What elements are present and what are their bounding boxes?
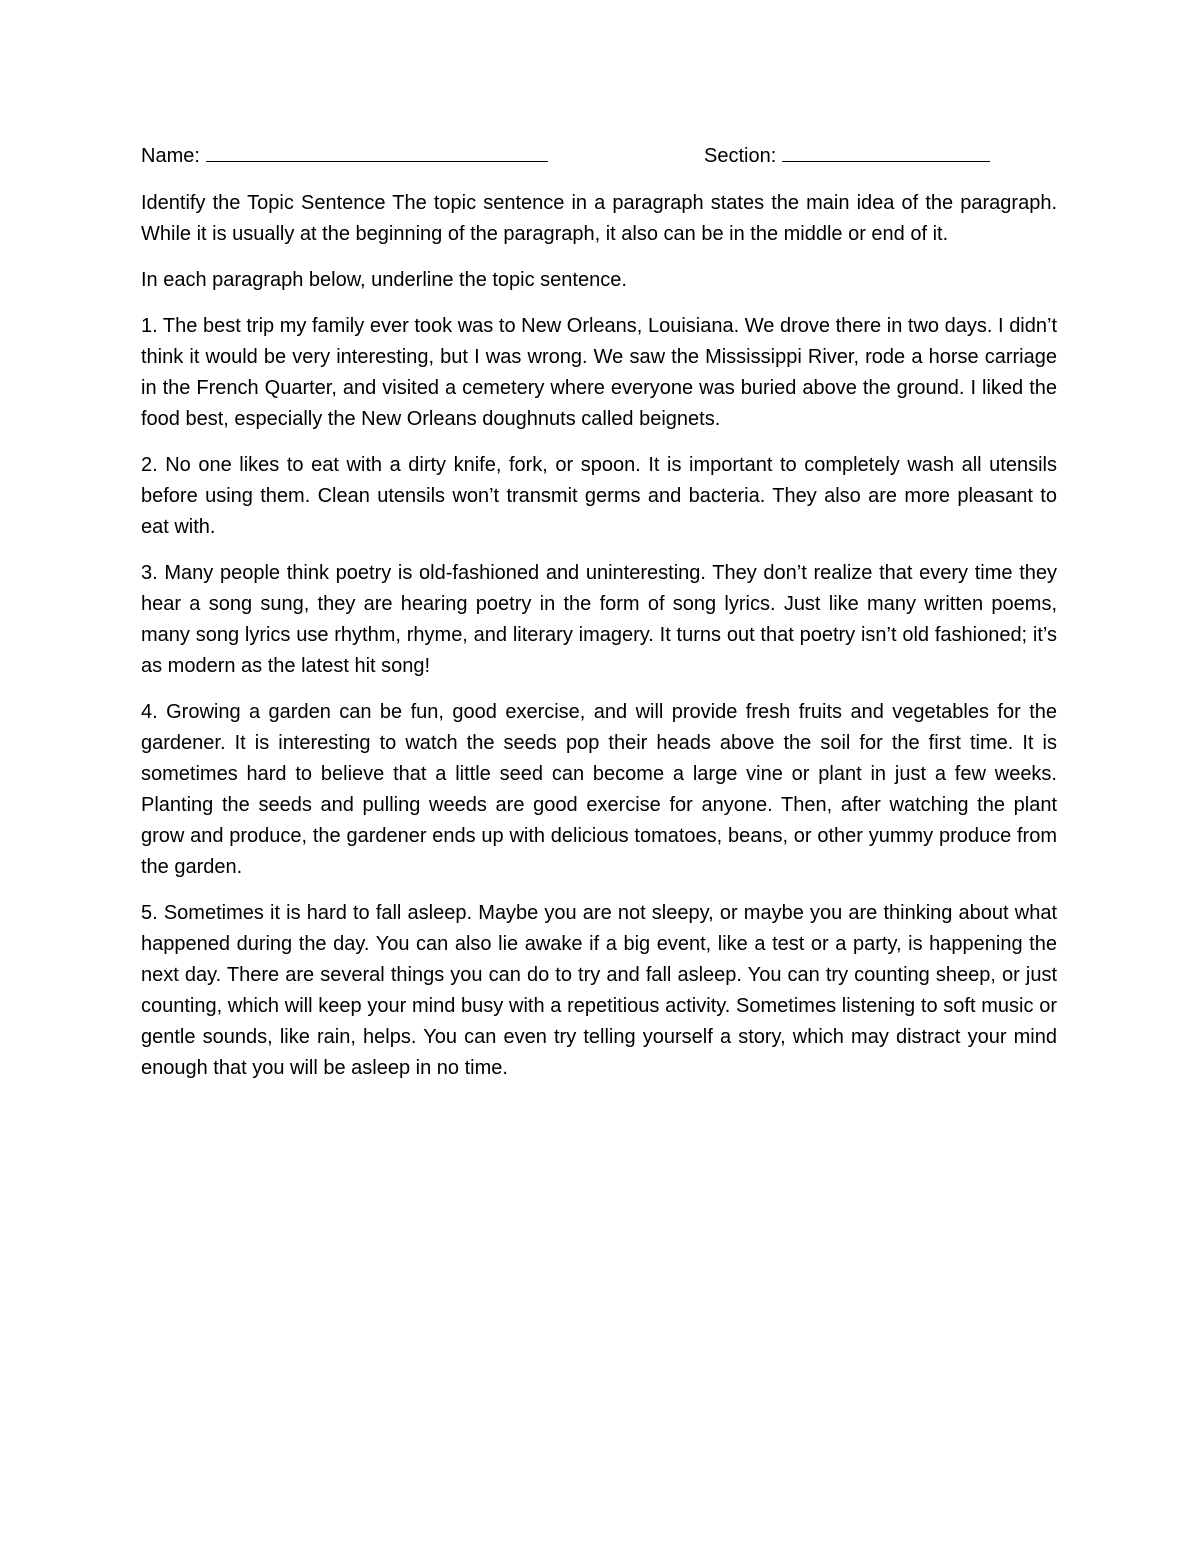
instruction-paragraph: In each paragraph below, underline the topic sentence. — [141, 269, 627, 291]
section-label: Section: — [704, 145, 777, 167]
name-blank-line — [206, 143, 548, 162]
intro-paragraph: Identify the Topic Sentence The topic sentence in a paragraph states the main idea of the paragraph. While it is usually at the beginning of the paragraph, it also can be in the middle or end of it. — [141, 192, 1057, 245]
name-label: Name: — [141, 145, 200, 167]
exercise-paragraph-5: 5. Sometimes it is hard to fall asleep. Maybe you are not sleepy, or maybe you are thinking about what happened during the day. You can also lie awake if a big event, like a test or a party, is happening the next day. There are several things you can do to try and fall asleep. You can try counting sheep, or just counting, which will keep your mind busy with a repetitious activity. Sometimes listening to soft music or gentle sounds, like rain, helps. You can even try telling yourself a story, which may distract your mind enough that you will be asleep in no time. — [141, 902, 1057, 1079]
exercise-paragraph-3: 3. Many people think poetry is old-fashioned and uninteresting. They don’t realize that every time they hear a song sung, they are hearing poetry in the form of song lyrics. Just like many written poems, many song lyrics use rhythm, rhyme, and literary imagery. It turns out that poetry isn’t old fashioned; it’s as modern as the latest hit song! — [141, 562, 1057, 677]
section-field — [704, 141, 990, 172]
header-row — [141, 141, 1057, 175]
worksheet-page — [141, 141, 1057, 1084]
exercise-paragraph-4: 4. Growing a garden can be fun, good exercise, and will provide fresh fruits and vegetables for the gardener. It is interesting to watch the seeds pop their heads above the soil for the first time. It is sometimes hard to believe that a little seed can become a large vine or plant in just a few weeks. Planting the seeds and pulling weeds are good exercise for anyone. Then, after watching the plant grow and produce, the gardener ends up with delicious tomatoes, beans, or other yummy produce from the garden. — [141, 701, 1057, 878]
exercise-paragraph-2: 2. No one likes to eat with a dirty knife, fork, or spoon. It is important to completely wash all utensils before using them. Clean utensils won’t transmit germs and bacteria. They also are more pleasant to eat with. — [141, 454, 1057, 538]
section-blank-line — [782, 143, 990, 162]
name-field — [141, 141, 548, 172]
exercise-paragraph-1: 1. The best trip my family ever took was to New Orleans, Louisiana. We drove there in two days. I didn’t think it would be very interesting, but I was wrong. We saw the Mississippi River, rode a horse carriage in the French Quarter, and visited a cemetery where everyone was buried above the ground. I liked the food best, especially the New Orleans doughnuts called beignets. — [141, 315, 1057, 430]
